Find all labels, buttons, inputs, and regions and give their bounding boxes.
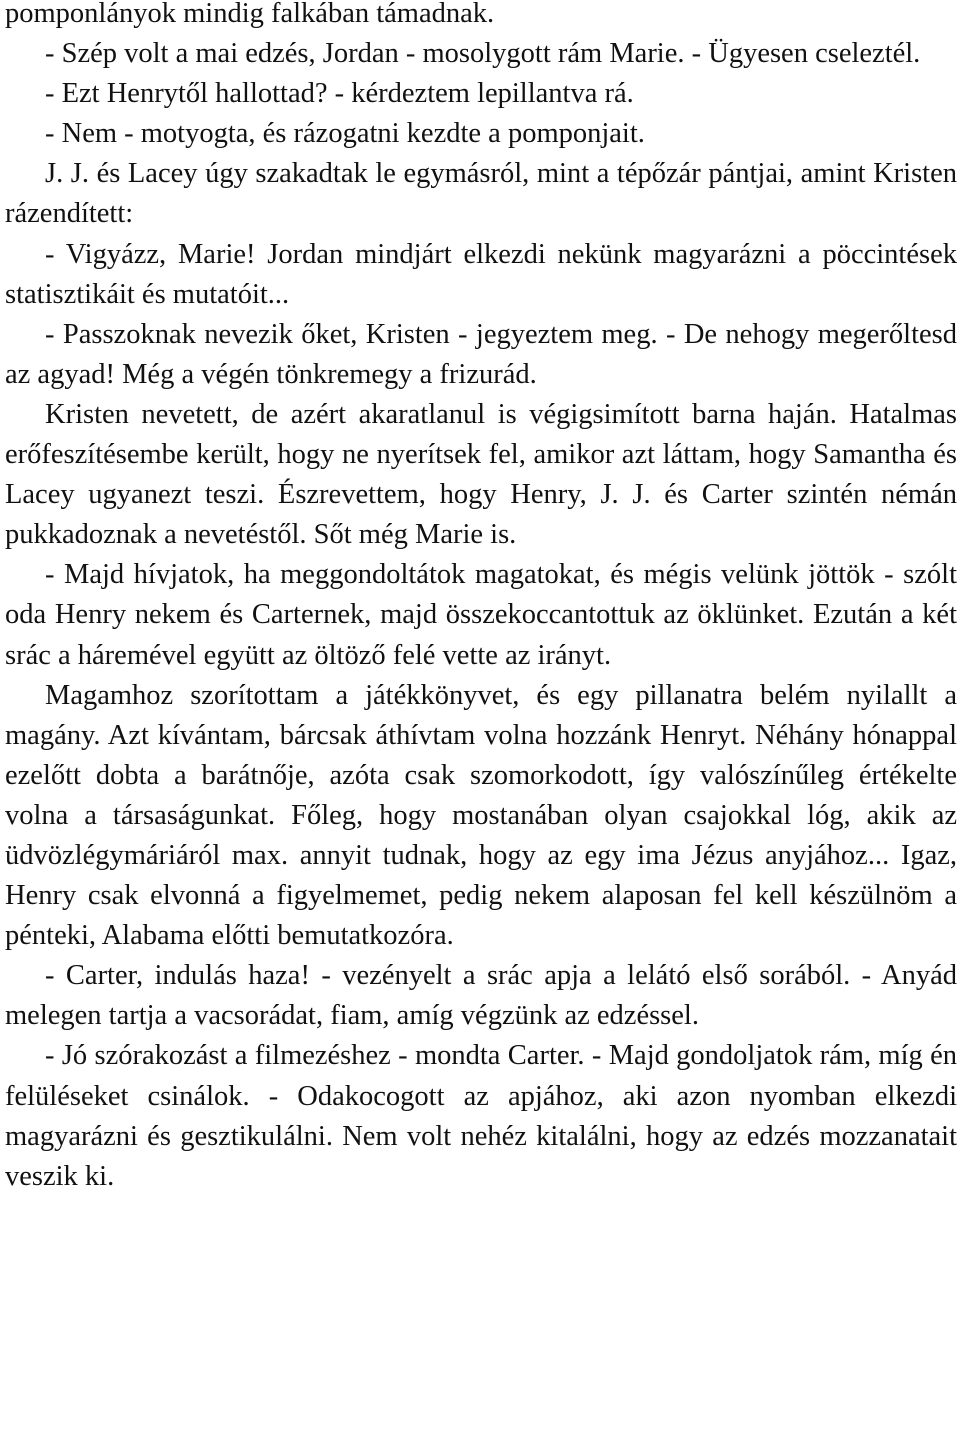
paragraph-3: - Ezt Henrytől hallottad? - kérdeztem lepillantva rá. [45, 78, 634, 110]
paragraph-9: - Majd hívjatok, ha meggondoltátok magatokat, és mégis velünk jöttök - szólt oda Henry nekem és Carternek, majd összekoccantottuk az öklünket. Ezután a két srác a háremével együtt az öltöző felé vette az irányt. [5, 559, 957, 671]
document-page [5, 0, 957, 1440]
paragraph-7: - Passzoknak nevezik őket, Kristen - jegyeztem meg. - De nehogy megerőltesd az agyad! Még a végén tönkremegy a frizurád. [5, 318, 957, 390]
paragraph-4: - Nem - motyogta, és rázogatni kezdte a pomponjait. [45, 118, 645, 150]
paragraph-1: pomponlányok mindig falkában támadnak. [5, 0, 495, 29]
paragraph-5: J. J. és Lacey úgy szakadtak le egymásról, mint a tépőzár pántjai, amint Kristen rázendített: [5, 158, 957, 230]
paragraph-8: Kristen nevetett, de azért akaratlanul is végigsimított barna haján. Hatalmas erőfeszítésembe került, hogy ne nyerítsek fel, amikor azt láttam, hogy Samantha és Lacey ugyanezt teszi. Észrevettem, hogy Henry, J. J. és Carter szintén némán pukkadoznak a nevetéstől. Sőt még Marie is. [5, 398, 957, 551]
paragraph-10: Magamhoz szorítottam a játékkönyvet, és egy pillanatra belém nyilallt a magány. Azt kívántam, bárcsak áthívtam volna hozzánk Henryt. Néhány hónappal ezelőtt dobta a barátnője, azóta csak szomorkodott, így valószínűleg értékelte volna a társaságunkat. Főleg, hogy mostanában olyan csajokkal lóg, akik az üdvözlégymáriáról max. annyit tudnak, hogy az egy ima Jézus anyjához... Igaz, Henry csak elvonná a figyelmemet, pedig nekem alaposan fel kell készülnöm a pénteki, Alabama előtti bemutatkozóra. [5, 679, 957, 952]
paragraph-2: - Szép volt a mai edzés, Jordan - mosolygott rám Marie. - Ügyesen cseleztél. [45, 38, 921, 70]
paragraph-11: - Carter, indulás haza! - vezényelt a srác apja a lelátó első sorából. - Anyád melegen tartja a vacsorádat, fiam, amíg végzünk az edzéssel. [5, 960, 957, 1032]
paragraph-12: - Jó szórakozást a filmezéshez - mondta Carter. - Majd gondoljatok rám, míg én felüléseket csinálok. - Odakocogott az apjához, aki azon nyomban elkezdi magyarázni és gesztikulálni. Nem volt nehéz kitalálni, hogy az edzés mozzanatait veszik ki. [5, 1040, 957, 1192]
paragraph-6: - Vigyázz, Marie! Jordan mindjárt elkezdi nekünk magyarázni a pöccintések statisztikáit és mutatóit... [5, 238, 957, 310]
